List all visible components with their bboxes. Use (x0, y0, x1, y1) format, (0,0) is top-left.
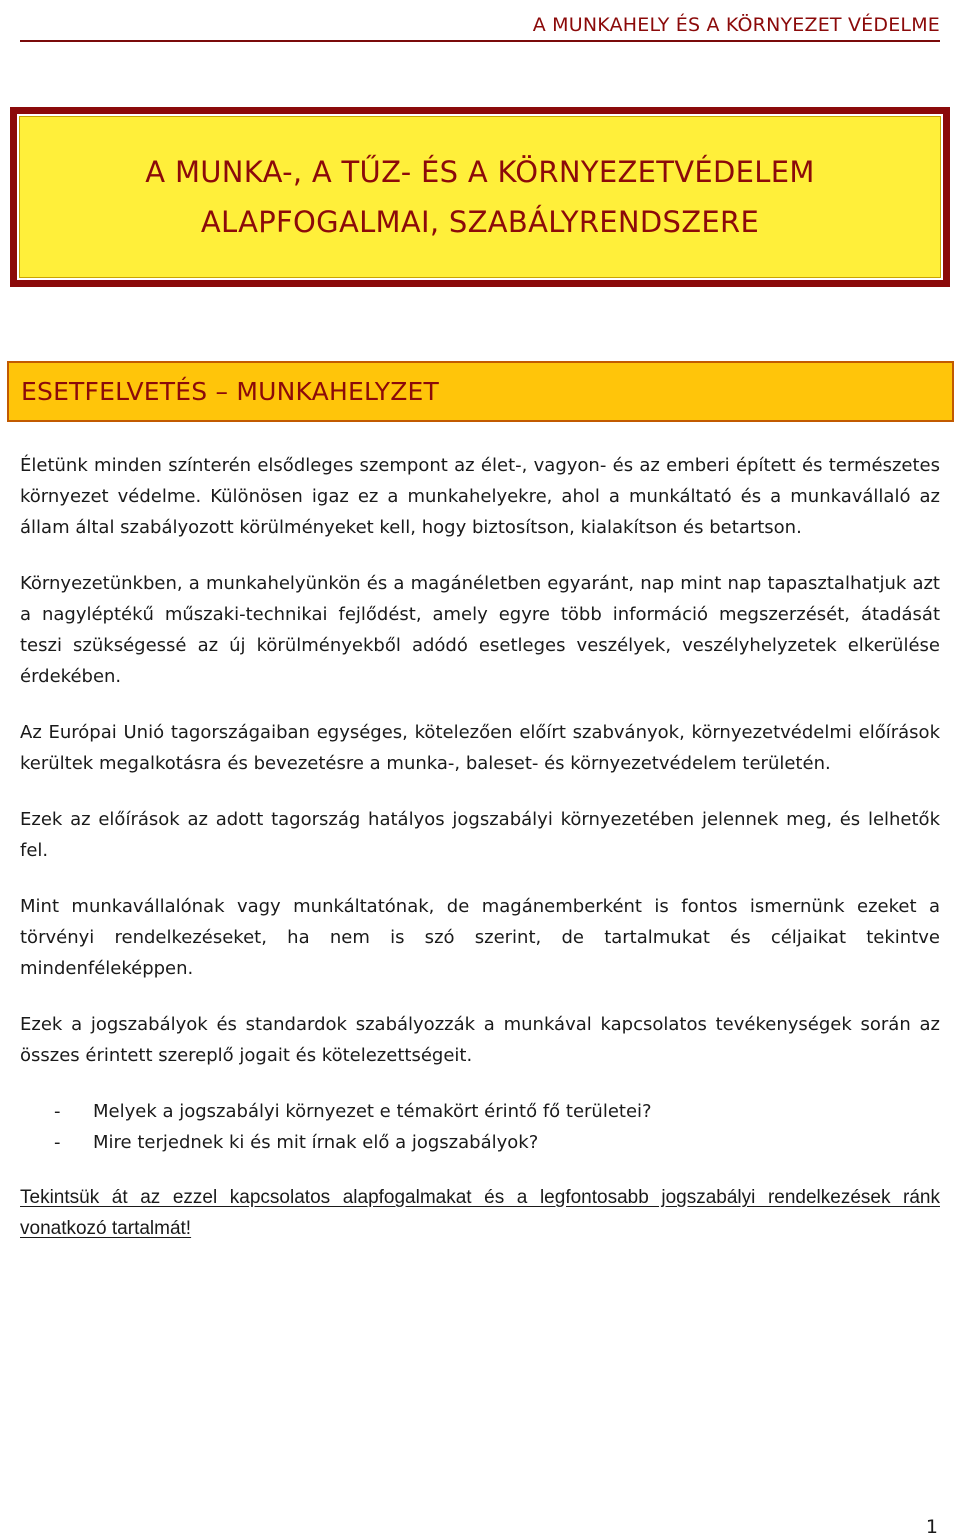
paragraph: Mint munkavállalónak vagy munkáltatónak, de magánemberként is fontos ismernünk ezeket a törvényi rendelkezéseket, ha nem is szó szerint, de tartalmukat és céljaikat tekintve mindenféleképpen. (20, 896, 940, 979)
title-inner (17, 114, 943, 280)
header-rule (20, 40, 940, 42)
list-item-text: Mire terjednek ki és mit írnak elő a jogszabályok? (93, 1132, 539, 1153)
question-list (20, 1096, 940, 1158)
paragraph: Ezek a jogszabályok és standardok szabályozzák a munkával kapcsolatos tevékenységek során az összes érintett szereplő jogait és kötelezettségeit. (20, 1014, 940, 1066)
list-item-text: Melyek a jogszabályi környezet e témakört érintő fő területei? (93, 1101, 652, 1122)
bullet-dash: - (54, 1132, 61, 1153)
paragraph: Környezetünkben, a munkahelyünkön és a magánéletben egyaránt, nap mint nap tapasztalhatjuk azt a nagyléptékű műszaki-technikai fejlődést, amely egyre több információ megszerzését, átadását teszi szükségessé az új körülményekből adódó esetleges veszélyek, veszélyhelyzetek elkerülése érdekében. (20, 573, 940, 687)
bullet-dash: - (54, 1101, 61, 1122)
running-header: A MUNKAHELY ÉS A KÖRNYEZET VÉDELME (532, 14, 940, 36)
section-title: ESETFELVETÉS – MUNKAHELYZET (21, 377, 440, 406)
page-number: 1 (925, 1516, 938, 1538)
title-box (10, 107, 950, 287)
paragraph: Az Európai Unió tagországaiban egységes, kötelezően előírt szabványok, környezetvédelmi előírások kerültek megalkotásra és bevezetésre a munka-, baleset- és környezetvédelem területén. (20, 722, 940, 774)
body-content (20, 450, 940, 1269)
paragraph: Ezek az előírások az adott tagország hatályos jogszabályi környezetében jelennek meg, és lelhetők fel. (20, 809, 940, 861)
title-line-2: ALAPFOGALMAI, SZABÁLYRENDSZERE (200, 205, 760, 239)
list-item (20, 1127, 940, 1158)
list-item (20, 1096, 940, 1127)
closing-statement: Tekintsük át az ezzel kapcsolatos alapfogalmakat és a legfontosabb jogszabályi rendelkezések ránk vonatkozó tartalmát! (20, 1187, 940, 1239)
title-line-1: A MUNKA-, A TŰZ- ÉS A KÖRNYEZETVÉDELEM (145, 155, 815, 189)
paragraph: Életünk minden színterén elsődleges szempont az élet-, vagyon- és az emberi épített és természetes környezet védelme. Különösen igaz ez a munkahelyekre, ahol a munkáltató és a munkavállaló az állam által szabályozott körülményeket kell, hogy biztosítson, kialakítson és betartson. (20, 455, 940, 538)
section-header (7, 361, 954, 422)
